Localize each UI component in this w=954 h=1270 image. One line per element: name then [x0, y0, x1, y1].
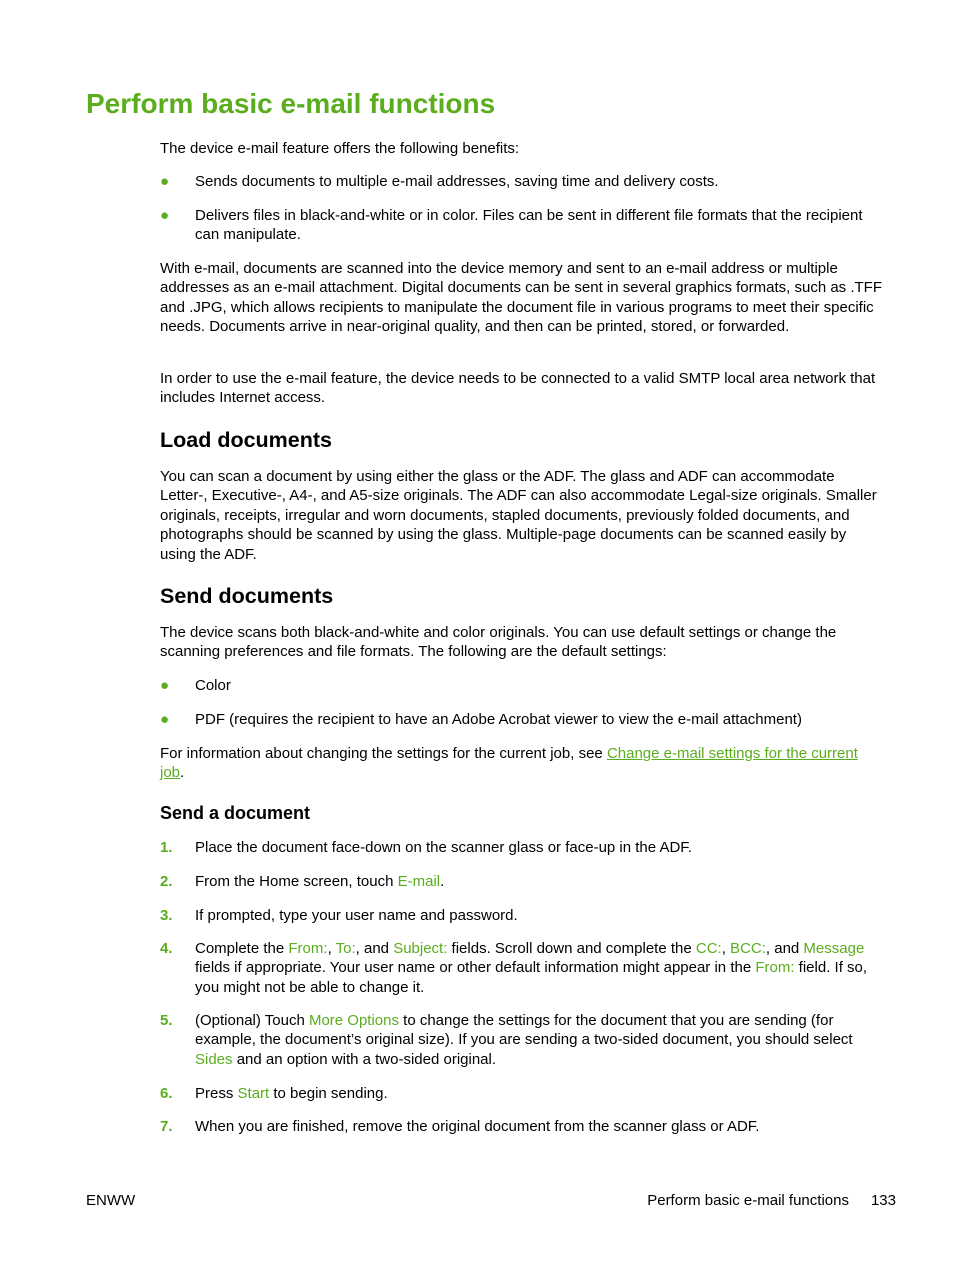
intro-text: The device e-mail feature offers the following benefits: [160, 140, 520, 157]
step-item [160, 1011, 882, 1069]
step-number: 6. [160, 1085, 173, 1102]
list-item [160, 206, 882, 245]
step-item [160, 872, 882, 891]
step-item [160, 906, 882, 925]
footer-section-title: Perform basic e-mail functions [647, 1192, 849, 1209]
page-number: 133 [870, 1192, 896, 1209]
footer-right [647, 1192, 896, 1209]
step-text: Place the document face-down on the scanner glass or face-up in the ADF. [195, 839, 692, 856]
start-button-ref: Start [237, 1085, 270, 1102]
change-email-settings-link[interactable]: Change e-mail settings for the current job [160, 745, 858, 782]
cc-field-ref: CC: [695, 940, 722, 957]
step-text: Press Start to begin sending. [195, 1085, 388, 1102]
step-number: 2. [160, 873, 173, 890]
footer-left: ENWW [86, 1192, 136, 1209]
step-number: 1. [160, 839, 173, 856]
step-text: When you are finished, remove the original document from the scanner glass or ADF. [195, 1118, 760, 1135]
bullet-icon: ● [160, 173, 170, 190]
list-item-text: Sends documents to multiple e-mail addresses, saving time and delivery costs. [195, 173, 719, 190]
message-field-ref: Message [803, 940, 865, 957]
list-item [160, 710, 882, 729]
email-button-ref: E-mail [397, 873, 441, 890]
step-item [160, 939, 882, 997]
subject-field-ref: Subject: [393, 940, 448, 957]
list-item-text: Delivers files in black-and-white or in color. Files can be sent in different file formats that the recipient can manipulate. [195, 207, 863, 244]
paragraph: In order to use the e-mail feature, the device needs to be connected to a valid SMTP local area network that includes Internet access. [160, 370, 876, 407]
step-number: 4. [160, 940, 173, 957]
paragraph: You can scan a document by using either the glass or the ADF. The glass and ADF can accommodate Letter-, Executive-, A4-, and A5-size originals. The ADF can also accommodate Legal-size originals. Smaller originals, receipts, irregular and worn documents, stapled documents, previously folded documents, and photographs should be scanned by using the glass. Multiple-page documents can be scanned easily by using the ADF. [160, 468, 877, 563]
more-options-button-ref: More Options [308, 1012, 399, 1029]
step-number: 3. [160, 907, 173, 924]
paragraph: For information about changing the settings for the current job, see Change e-mail settings for the current job. [160, 745, 858, 782]
bullet-icon: ● [160, 677, 170, 694]
list-item [160, 676, 882, 695]
section-heading-load: Load documents [160, 428, 333, 452]
step-text: From the Home screen, touch E-mail. [195, 873, 445, 890]
list-item-text: PDF (requires the recipient to have an Adobe Acrobat viewer to view the e-mail attachment) [195, 711, 802, 728]
from-field-ref: From: [755, 959, 795, 977]
paragraph: With e-mail, documents are scanned into the device memory and sent to an e-mail address or multiple addresses as an e-mail attachment. Digital documents can be sent in several graphics formats, such as .TFF and .JPG, which allows recipients to manipulate the document file in various programs to meet their specific needs. Documents arrive in near-original quality, and then can be printed, stored, or forwarded. [160, 260, 882, 336]
step-number: 5. [160, 1012, 173, 1029]
to-field-ref: To: [335, 940, 356, 957]
step-number: 7. [160, 1118, 173, 1135]
bullet-icon: ● [160, 207, 170, 224]
section-heading-send: Send documents [160, 584, 334, 608]
list-item-text: Color [195, 677, 231, 694]
bcc-field-ref: BCC: [730, 940, 766, 957]
bullet-icon: ● [160, 711, 170, 728]
step-item [160, 1117, 882, 1136]
step-text: (Optional) Touch More Options to change the settings for the document that you are sending (for example, the document’s original size). If you are sending a two-sided document, you should select Sides and an option with a two-sided original. [195, 1012, 853, 1068]
paragraph: The device scans both black-and-white and color originals. You can use default settings or change the scanning preferences and file formats. The following are the default settings: [160, 624, 837, 661]
list-item [160, 172, 882, 191]
page-title: Perform basic e-mail functions [86, 88, 496, 119]
step-text: If prompted, type your user name and password. [195, 907, 518, 924]
step-text: Complete the From:, To:, and Subject: fields. Scroll down and complete the CC:, BCC:, and Message fields if appropriate. Your user name or other default information might appear in the From: field. If so, you might not be able to change it. [195, 940, 868, 996]
from-field-ref: From: [288, 940, 328, 957]
subsection-heading-send-document: Send a document [160, 803, 311, 823]
step-item [160, 838, 882, 857]
step-item [160, 1084, 882, 1103]
sides-option-ref: Sides [195, 1050, 233, 1068]
